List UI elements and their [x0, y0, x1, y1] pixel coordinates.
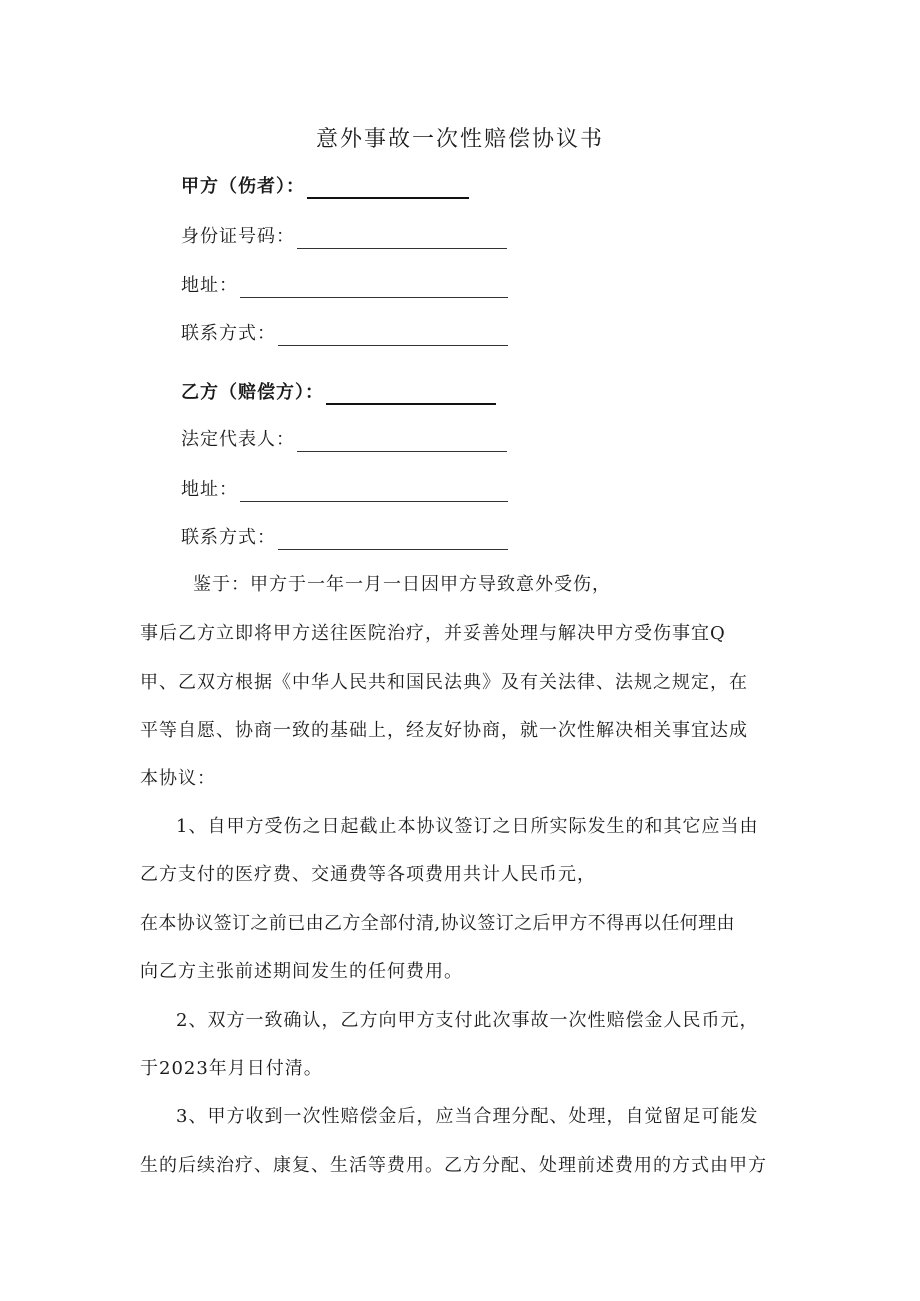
party-a-id-blank[interactable] [297, 230, 507, 249]
party-a-heading-row [181, 175, 469, 199]
clause-2-line: 2、双方一致确认，乙方向甲方支付此次事故一次性赔偿金人民币元， [176, 1010, 759, 1031]
party-b-contact-row [181, 526, 508, 550]
party-b-rep-row [181, 428, 507, 452]
clause-3-line: 3、甲方收到一次性赔偿金后，应当合理分配、处理，自觉留足可能发 [176, 1106, 759, 1127]
party-a-id-label: 身份证号码： [181, 226, 295, 247]
party-b-rep-blank[interactable] [297, 433, 507, 452]
party-b-heading: 乙方（赔偿方）： [181, 382, 324, 403]
party-a-contact-row [181, 322, 508, 346]
body-line: 鉴于：甲方于一年一月一日因甲方导致意外受伤， [193, 574, 611, 595]
document-title: 意外事故一次性赔偿协议书 [315, 127, 604, 152]
clause-1-line: 乙方支付的医疗费、交通费等各项费用共计人民币元， [140, 864, 596, 885]
body-line: 事后乙方立即将甲方送往医院治疗，并妥善处理与解决甲方受伤事宜Q [140, 623, 726, 644]
party-b-address-blank[interactable] [240, 483, 508, 502]
party-a-contact-blank[interactable] [278, 327, 508, 346]
party-a-address-blank[interactable] [240, 279, 508, 298]
clause-3-line: 生的后续治疗、康复、生活等费用。乙方分配、处理前述费用的方式由甲方 [140, 1155, 767, 1176]
party-a-name-blank[interactable] [307, 179, 469, 199]
clause-1-line: 1、自甲方受伤之日起截止本协议签订之日所实际发生的和其它应当由 [176, 816, 759, 837]
body-line: 平等自愿、协商一致的基础上，经友好协商，就一次性解决相关事宜达成 [140, 720, 748, 741]
party-b-heading-row [181, 381, 496, 405]
body-line: 本协议： [140, 768, 216, 789]
party-b-name-blank[interactable] [326, 385, 496, 405]
clause-1-line: 向乙方主张前述期间发生的任何费用。 [140, 961, 463, 982]
clause-1-line: 在本协议签订之前已由乙方全部付清,协议签订之后甲方不得再以任何理由 [140, 913, 735, 934]
party-a-heading: 甲方（伤者）： [181, 176, 305, 197]
party-b-contact-blank[interactable] [278, 531, 508, 550]
party-a-address-label: 地址： [181, 275, 238, 296]
party-a-id-row [181, 225, 507, 249]
party-a-contact-label: 联系方式： [181, 323, 276, 344]
body-line: 甲、乙双方根据《中华人民共和国民法典》及有关法律、法规之规定，在 [140, 672, 748, 693]
party-b-address-row [181, 478, 508, 502]
party-b-address-label: 地址： [181, 479, 238, 500]
clause-2-line: 于2023年月日付清。 [140, 1058, 323, 1079]
party-a-address-row [181, 274, 508, 298]
party-b-rep-label: 法定代表人： [181, 429, 295, 450]
party-b-contact-label: 联系方式： [181, 527, 276, 548]
